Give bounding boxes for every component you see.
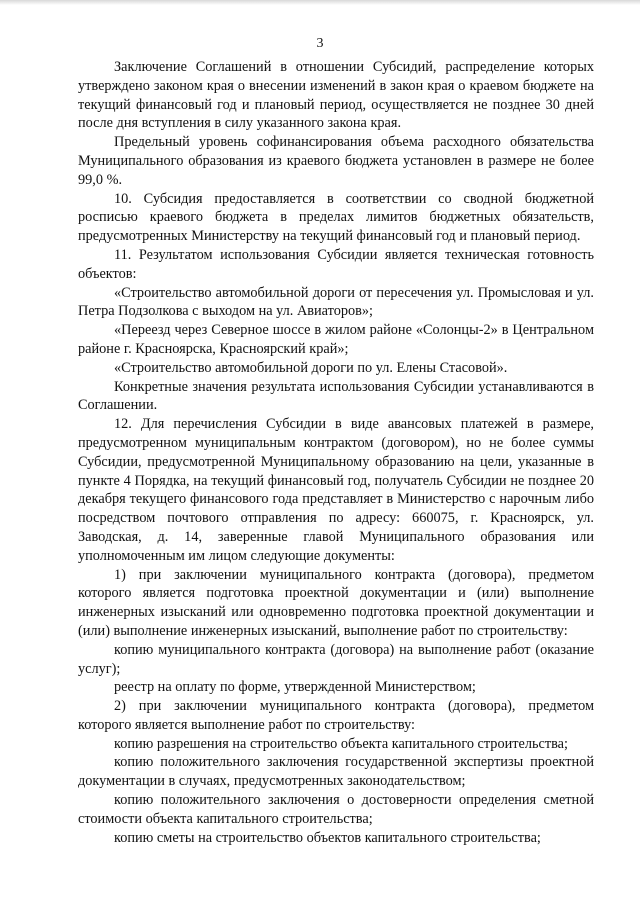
page-number: 3 bbox=[316, 36, 324, 51]
doc-payment-register: реестр на оплату по форме, утвержденной Министерством; bbox=[114, 679, 476, 696]
subitem-1: 1) при заключении муниципального контракта (договора), предметом которого является подготовка проектной документации и (или) выполнение инженерных изысканий или одновременно подготовка проектной документации и (или) выполнение инженерных изысканий, выполнение работ по строительству: bbox=[78, 566, 594, 639]
object-severnoe-crossing: «Переезд через Северное шоссе в жилом районе «Солонцы-2» в Центральном районе г. Красноярска, Красноярский край»; bbox=[78, 322, 594, 357]
document-body bbox=[78, 58, 594, 847]
paragraph-cofinancing-level: Предельный уровень софинансирования объема расходного обязательства Муниципального образования из краевого бюджета установлен в размере не более 99,0 %. bbox=[78, 134, 594, 188]
subitem-2: 2) при заключении муниципального контракта (договора), предметом которого является выполнение работ по строительству: bbox=[78, 698, 594, 733]
doc-contract-copy: копию муниципального контракта (договора) на выполнение работ (оказание услуг); bbox=[78, 641, 594, 677]
paragraph-item-11: 11. Результатом использования Субсидии является техническая готовность объектов: bbox=[78, 246, 594, 282]
paragraph-item-10: 10. Субсидия предоставляется в соответствии со сводной бюджетной росписью краевого бюджета в пределах лимитов бюджетных обязательств, предусмотренных Министерству на текущий финансовый год и плановый период. bbox=[78, 190, 594, 245]
doc-cost-reliability: копию положительного заключения о достоверности определения сметной стоимости объекта капитального строительства; bbox=[78, 792, 594, 827]
paragraph-item-12: 12. Для перечисления Субсидии в виде авансовых платежей в размере, предусмотренном муниципальным контрактом (договором), но не более суммы Субсидии, предусмотренной Муниципальному образованию на цели, указанные в пункте 4 Порядка, на текущий финансовый год, получатель Субсидии не позднее 20 декабря текущего финансового года представляет в Министерство с нарочным либо посредством почтового отправления по адресу: 660075, г. Красноярск, ул. Заводская, д. 14, заверенные главой Муниципального образования или уполномоченным им лицом следующие документы: bbox=[78, 416, 594, 564]
scan-edge bbox=[0, 0, 640, 5]
object-promyslovaya-road: «Строительство автомобильной дороги от пересечения ул. Промысловая и ул. Петра Подзолкова с выходом на ул. Авиаторов»; bbox=[78, 284, 594, 320]
doc-estimate-copy: копию сметы на строительство объектов капитального строительства; bbox=[114, 829, 541, 846]
object-stasovoy-road: «Строительство автомобильной дороги по ул. Елены Стасовой». bbox=[114, 359, 508, 376]
paragraph-result-values: Конкретные значения результата использования Субсидии устанавливаются в Соглашении. bbox=[78, 378, 594, 414]
doc-construction-permit: копию разрешения на строительство объекта капитального строительства; bbox=[114, 735, 568, 752]
paragraph-agreement-conclusion: Заключение Соглашений в отношении Субсидий, распределение которых утверждено законом края о внесении изменений в закон края о краевом бюджете на текущий финансовый год и плановый период, осуществляется не позднее 30 дней после дня вступления в силу указанного закона края. bbox=[78, 59, 594, 132]
doc-state-expertise: копию положительного заключения государственной экспертизы проектной документации в случаях, предусмотренных законодательством; bbox=[78, 754, 594, 790]
